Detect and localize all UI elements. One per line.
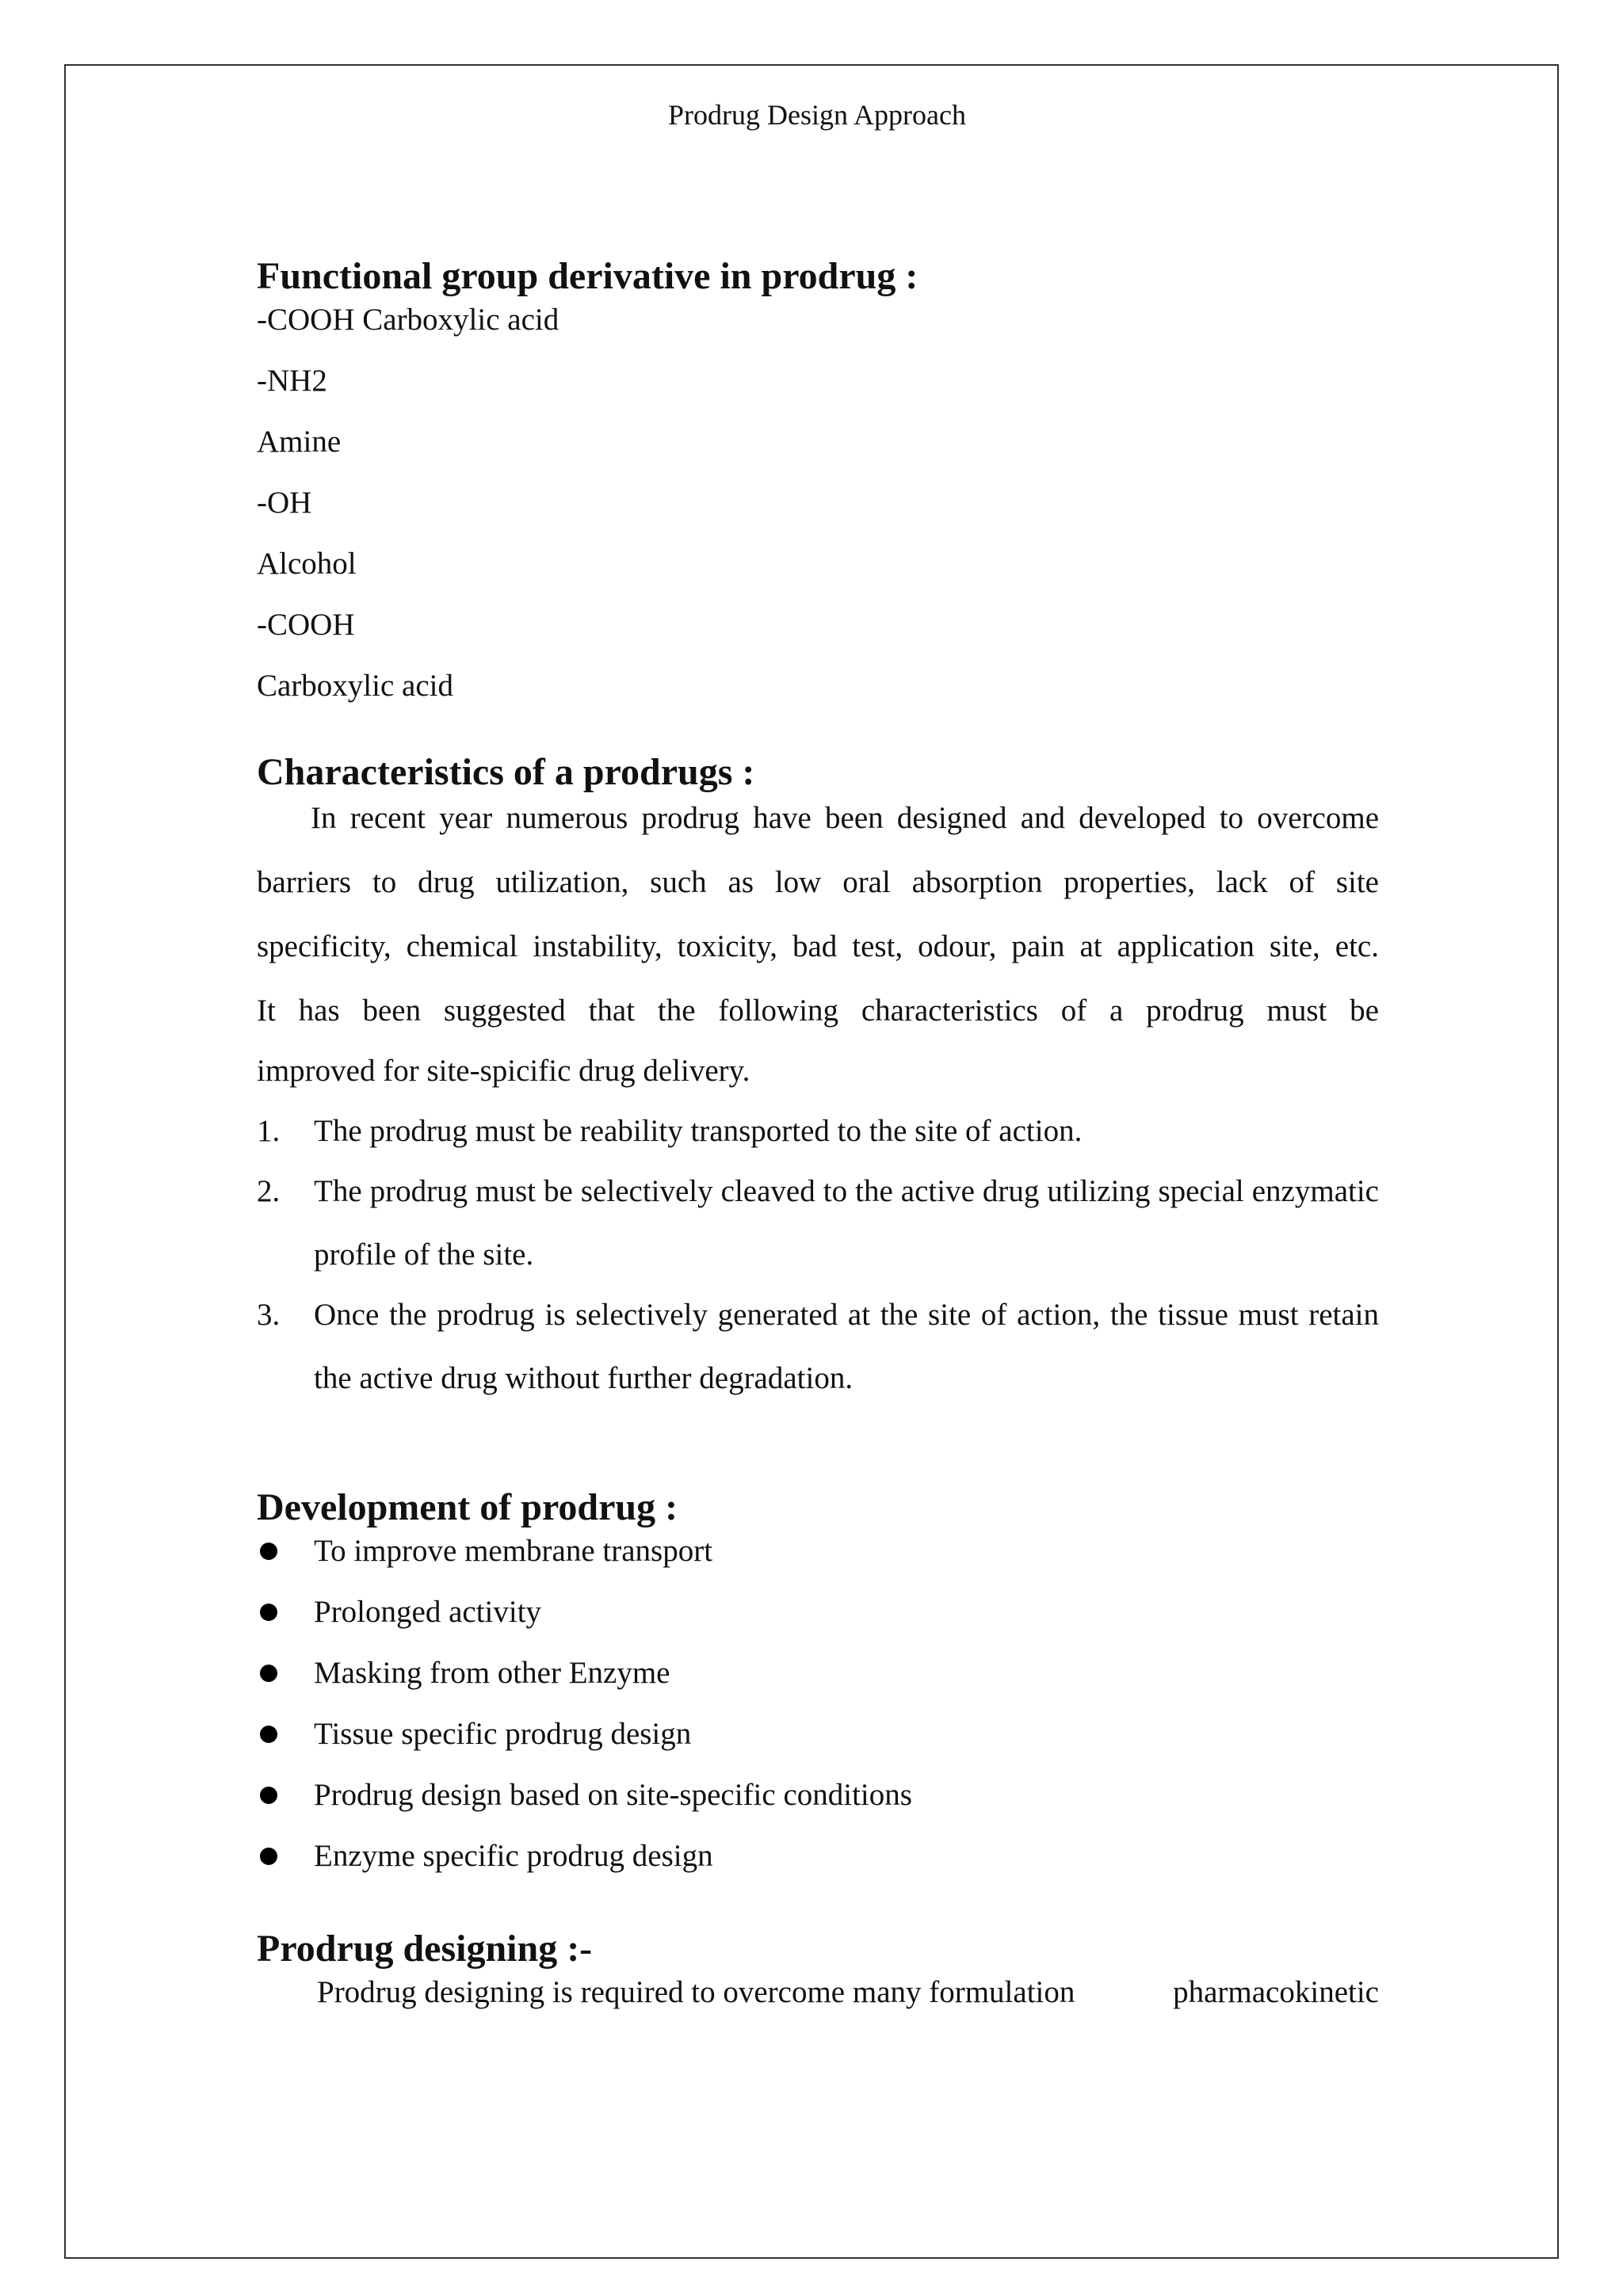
section-heading: Functional group derivative in prodrug : (257, 255, 918, 297)
list-item (257, 1593, 1379, 1631)
text-line: -COOH Carboxylic acid (257, 303, 559, 337)
list-item (257, 1532, 1379, 1570)
bullet-icon (260, 1787, 277, 1804)
list-item (257, 1776, 1379, 1814)
paragraph-line: improved for site-spicific drug delivery. (257, 1054, 750, 1088)
list-item-text: To improve membrane transport (314, 1534, 713, 1568)
paragraph-line: barriers to drug utilization, such as low oral absorption properties, lack of site (257, 865, 1379, 899)
text-line: -COOH (257, 608, 355, 642)
section-heading: Characteristics of a prodrugs : (257, 751, 755, 793)
text-line: Amine (257, 425, 342, 459)
text-line: -OH (257, 486, 312, 520)
list-number: 3. (257, 1298, 281, 1332)
list-number: 1. (257, 1114, 281, 1148)
section-heading: Prodrug designing :- (257, 1928, 593, 1970)
section-prodrug-designing (257, 1924, 1379, 2012)
paragraph-text-start: Prodrug designing is required to overcome many formulation (317, 1975, 1075, 2009)
paragraph (257, 786, 1379, 1100)
section-development (257, 1483, 1379, 1875)
document-body (257, 252, 1379, 2062)
list-item-text: Tissue specific prodrug design (314, 1717, 692, 1751)
bullet-list (257, 1532, 1379, 1875)
list-number: 2. (257, 1174, 281, 1208)
section-functional-groups (257, 252, 1379, 705)
numbered-list (257, 1100, 1379, 1410)
list-item (257, 1283, 1379, 1410)
list-item-text: Once the prodrug is selectively generated at the site of action, the tissue must retain the active drug without further degradation. (314, 1298, 1379, 1395)
paragraph-line: It has been suggested that the following characteristics of a prodrug must be (257, 994, 1379, 1028)
paragraph-line: specificity, chemical instability, toxicity, bad test, odour, pain at application site, etc. (257, 929, 1379, 963)
bullet-icon (260, 1665, 277, 1682)
list-item-text: The prodrug must be reability transported to the site of action. (314, 1114, 1083, 1148)
text-line: Carboxylic acid (257, 669, 453, 703)
list-item (257, 1160, 1379, 1287)
list-item-text: Enzyme specific prodrug design (314, 1839, 713, 1873)
paragraph-line (257, 1974, 1379, 2012)
list-item (257, 1837, 1379, 1875)
section-heading: Development of prodrug : (257, 1486, 678, 1528)
list-item-text: The prodrug must be selectively cleaved to the active drug utilizing special enzymatic profile of the site. (314, 1174, 1379, 1272)
bullet-icon (260, 1848, 277, 1865)
bullet-icon (260, 1726, 277, 1743)
list-item-text: Prodrug design based on site-specific conditions (314, 1778, 912, 1812)
list-item-text: Masking from other Enzyme (314, 1656, 670, 1690)
paragraph-text-end: pharmacokinetic (1173, 1975, 1379, 2009)
text-line: Alcohol (257, 547, 357, 581)
bullet-icon (260, 1604, 277, 1621)
list-item-text: Prolonged activity (314, 1595, 542, 1629)
paragraph-line: In recent year numerous prodrug have been designed and developed to overcome (311, 801, 1379, 835)
list-item (257, 1715, 1379, 1753)
bullet-icon (260, 1543, 277, 1560)
text-line: -NH2 (257, 364, 327, 398)
running-header: Prodrug Design Approach (668, 99, 966, 131)
list-item (257, 1100, 1379, 1163)
section-characteristics (257, 748, 1379, 1410)
list-item (257, 1654, 1379, 1692)
